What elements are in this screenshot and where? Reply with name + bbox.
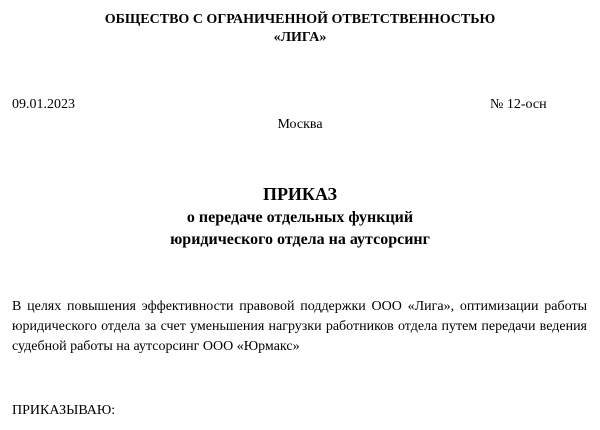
organization-name: ОБЩЕСТВО С ОГРАНИЧЕННОЙ ОТВЕТСТВЕННОСТЬЮ [104, 12, 496, 27]
order-number: № 12-осн [490, 97, 547, 112]
preamble-paragraph: В целях повышения эффективности правовой поддержки ООО «Лига», оптимизации работы юридического отдела за счет уменьшения нагрузки работников отдела путем передачи ведения судебной работы на аутсорсинг ООО «Юрмакс» [12, 299, 587, 354]
order-directive-heading: ПРИКАЗЫВАЮ: [12, 403, 116, 418]
document-title: ПРИКАЗ [262, 184, 338, 204]
order-date: 09.01.2023 [12, 97, 75, 112]
document-subtitle-line1: о передаче отдельных функций [186, 209, 414, 226]
order-city: Москва [277, 117, 323, 132]
organization-short-name: «ЛИГА» [273, 30, 327, 45]
document-subtitle-line2: юридического отдела на аутсорсинг [170, 231, 430, 248]
